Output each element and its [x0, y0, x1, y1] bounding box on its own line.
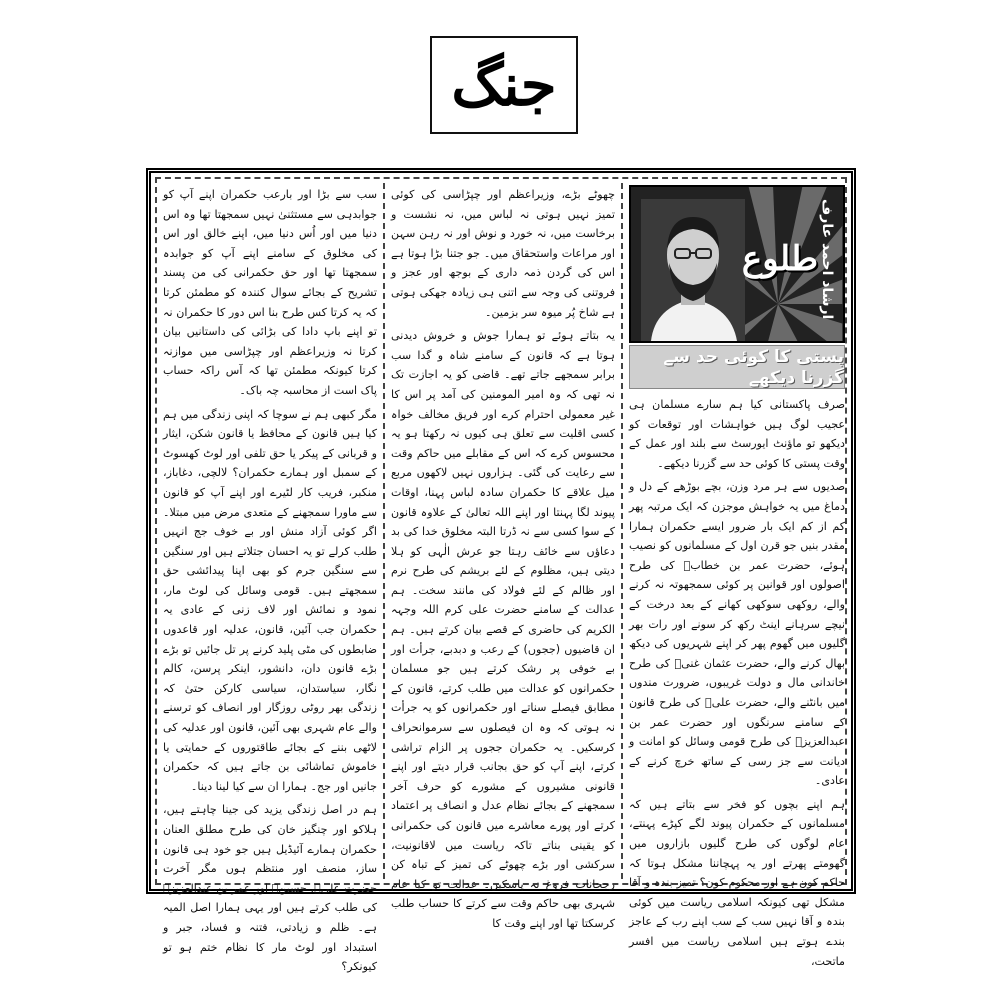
article-paragraph: یہ بتاتے ہوئے تو ہمارا جوش و خروش دیدنی ہوتا ہے کہ قانون کے سامنے شاہ و گدا سب برابر سمجھے جاتے تھے۔ قاضی کو یہ اجازت تک نہ تھی کہ وہ امیر المومنین کی آمد پر اس کا غیر معمولی احترام کرے اور فریق مخالف خواہ کسی اقلیت سے تعلق ہی کیوں نہ رکھتا ہو یہ محسوس کرے کہ اس کے مقابلے میں حاکم وقت سے رعایت کی گئی۔ ہزاروں نہیں لاکھوں مربع میل علاقے کا حکمران سادہ لباس پہنا، اوقات پیوند لگا پہنتا اور اپنے اللہ تعالیٰ کے علاوہ قانون کے سوا کسی سے نہ ڈرتا البتہ مخلوق خدا کی بد دعاؤں سے خائف رہتا جو عرش الٰہی کو ہلا دیتی ہیں، مظلوم کے لئے بریشم کی طرح نرم اور ظالم کے لئے فولاد کی مانند سخت۔ ہم عدالت کے سامنے حضرت علی کرم اللہ وجہہ الکریم کی حاضری کے قصے بیان کرتے ہیں۔ ہم ان قاضیوں (ججوں) کے رعب و دبدبے، جرأت اور بے خوفی پر رشک کرتے ہیں جو مسلمان حکمرانوں کو عدالت میں طلب کرتے، قانون کے مطابق فیصلے سناتے اور حکمرانوں کو یہ جرأت نہ ہوتی کہ وہ ان فیصلوں سے سرموانحراف کرسکیں۔ یہ حکمران ججوں پر الزام تراشی کرتے، اپنے آپ کو حق بجانب قرار دیتے اور اپنے قانونی مشیروں کے مشورے کو حرف آخر سمجھنے کے بجائے نظام عدل و انصاف پر اعتماد کرتے اور پورے معاشرے میں قانون کی حکمرانی کو یقینی بناتے تاکہ ریاست میں لاقانونیت، سرکشی اور بڑے چھوٹے کی تمیز کے تباہ کن رجحانات فروغ نہ پاسکیں۔ عدالت تو کیا عام شہری بھی حاکم وقت سے کرتے کا حساب طلب کرسکتا تھا اور اپنے وقت کا	[391, 329, 615, 930]
author-name: ارشاد احمد عارف	[819, 199, 835, 320]
article-frame	[146, 168, 856, 974]
masthead-logo: جنگ	[451, 51, 557, 119]
column-banner	[629, 185, 845, 343]
article-paragraph: صدیوں سے ہر مرد وزن، بچے بوڑھے کے دل و دماغ میں یہ خواہش موجزن کہ ایک مرتبہ پھر کم از کم ایک بار ضرور ایسے حکمران ہمارا مقدر بنیں جو قرن اول کے مسلمانوں کو نصیب ہوئے، حضرت عمر بن خطابؓ کی طرح اصولوں اور قوانین پر کوئی سمجھوتہ نہ کرنے والے، روکھی سوکھی کھانے کے بعد درخت کے نیچے سرہانے اینٹ رکھ کر سونے اور رات بھر گلیوں میں گھوم پھر کر اپنے شہریوں کی دیکھ بھال کرنے والے، حضرت عثمان غنیؓ کی طرح خاندانی مال و دولت غریبوں، ضرورت مندوں میں بانٹنے والے، حضرت علیؓ کی طرح قانون کے سامنے سرنگوں اور حضرت عمر بن عبدالعزیزؒ کی طرح قومی وسائل کو امانت و دیانت سے جز رسی کے ساتھ خرچ کرنے کے عادی۔	[629, 480, 845, 788]
article-paragraph: مگر کبھی ہم نے سوچا کہ اپنی زندگی میں ہم کیا ہیں قانون کے محافظ یا قانون شکن، ایثار و قربانی کے پیکر یا حق تلفی اور لوٹ کھسوٹ کے سمبل اور ہمارے حکمران؟ لالچی، دغاباز، منکبر، فریب کار لٹیرے اور اپنے آپ کو قانون سے ماورا سمجھنے کے متعدی مرض میں مبتلا۔ اگر کوئی آزاد منش اور بے خوف جج انہیں طلب کرلے تو یہ احسان جتلاتے ہیں اور سنگین سے سنگین جرم کو بھی اپنا پیدائشی حق سمجھتے ہیں۔ قومی وسائل کی لوٹ مار، نمود و نمائش اور لاف زنی کے عادی یہ حکمران جب آئین، قانون، عدلیہ اور قاعدوں ضابطوں کی مٹی پلید کرنے پر تل جائیں تو بڑے بڑے قانون دان، دانشور، اینکر پرسن، کالم نگار، سیاستدان، سیاسی کارکن حتیٰ کہ زندگی بھر روٹی روزگار اور انصاف کو ترسنے والے عام شہری بھی آئین، قانون اور عدلیہ کی لاٹھی بننے کے بجائے طاقتوروں کے حمایتی یا خاموش تماشائی بن جاتے ہیں کہ حکمران جانیں اور جج۔ ہمارا ان سے کیا لینا دینا۔	[163, 407, 377, 793]
article-paragraph: ہم اپنے بچوں کو فخر سے بتاتے ہیں کہ مسلمانوں کے حکمران پیوند لگے کپڑے پہنتے، عام لوگوں کی طرح گلیوں بازاروں میں گھومتے پھرتے اور یہ پہچاننا مشکل ہوتا کہ حاکم کون ہے اور محکوم کون؟ تمیز بندہ و آقا مشکل تھی کیونکہ اسلامی ریاست میں کوئی بندہ و آقا نہیں سب کے سب اپنے رب کے عاجز بندے ہوتے ہیں اسلامی ریاست میں افسر ماتحت،	[629, 797, 845, 968]
article-column-left	[163, 185, 377, 974]
newspaper-masthead	[430, 36, 578, 134]
column-divider	[621, 183, 623, 879]
article-paragraph: صرف پاکستانی کیا ہم سارے مسلمان ہی عجیب لوگ ہیں خواہشات اور توقعات کو دیکھو تو ماؤنٹ ایورسٹ سے بلند اور عمل کے وقت پستی کا کوئی حد سے گزرنا دیکھے۔	[629, 398, 845, 470]
column-logo: طلوع	[741, 239, 819, 279]
article-paragraph: چھوٹے بڑے، وزیراعظم اور چپڑاسی کی کوئی تمیز نہیں ہوتی نہ لباس میں، نہ نشست و برخاست میں، نہ خورد و نوش اور نہ رہن سہن اور مراعات واستحقاق میں۔ جو جتنا بڑا ہوتا ہے اس کی گردن ذمہ داری کے بوجھ اور عجز و فروتنی کی وجہ سے اتنی ہی زیادہ جھکی ہوتی ہے شاخ پُر میوہ سر بزمین۔	[391, 188, 615, 319]
article-column-right	[629, 185, 845, 968]
column-divider	[383, 183, 385, 879]
article-paragraph: سب سے بڑا اور بارعب حکمران اپنے آپ کو جوابدہی سے مستثنیٰ نہیں سمجھتا تھا وہ اس دنیا میں اور اُس دنیا میں، اپنے خالق اور اس کی مخلوق کے سامنے اپنے آپ کو جوابدہ سمجھتا تھا اور حق حکمرانی کی من پسند تشریح کے بجائے سوال کنندہ کو مطمئن کرتا کہ یہ کرتا کس طرح بنا اس دور کا حکمران نہ تو اپنے باپ دادا کی بڑائی کی داستانیں بیان کرتا نہ وزیراعظم اور چپڑاسی میں موازنہ کرتا کیونکہ مطمئن تھا کہ آس راکہ حساب پاک است از محاسبہ چہ باک۔	[163, 188, 377, 397]
article-column-middle	[391, 185, 615, 930]
article-headline: پستی کا کوئی حد سے گزرنا دیکھے	[629, 345, 845, 389]
author-photo	[641, 199, 745, 341]
article-paragraph: ہم در اصل زندگی یزید کی جینا چاہتے ہیں، ہلاکو اور چنگیز خان کی طرح مطلق العنان حکمران ہمارے آئیڈیل ہیں جو خود ہی قانون ساز، منصف اور منتظم ہوں مگر آخرت حضرت علیؓ، حسینؓ اور عمر بن عبدالعزیزؒ کی طلب کرتے ہیں اور یہی ہمارا اصل المیہ ہے۔ ظلم و زیادتی، فتنہ و فساد، جبر و استبداد اور لوٹ مار کا نظام ختم ہو تو کیونکر؟	[163, 803, 377, 974]
